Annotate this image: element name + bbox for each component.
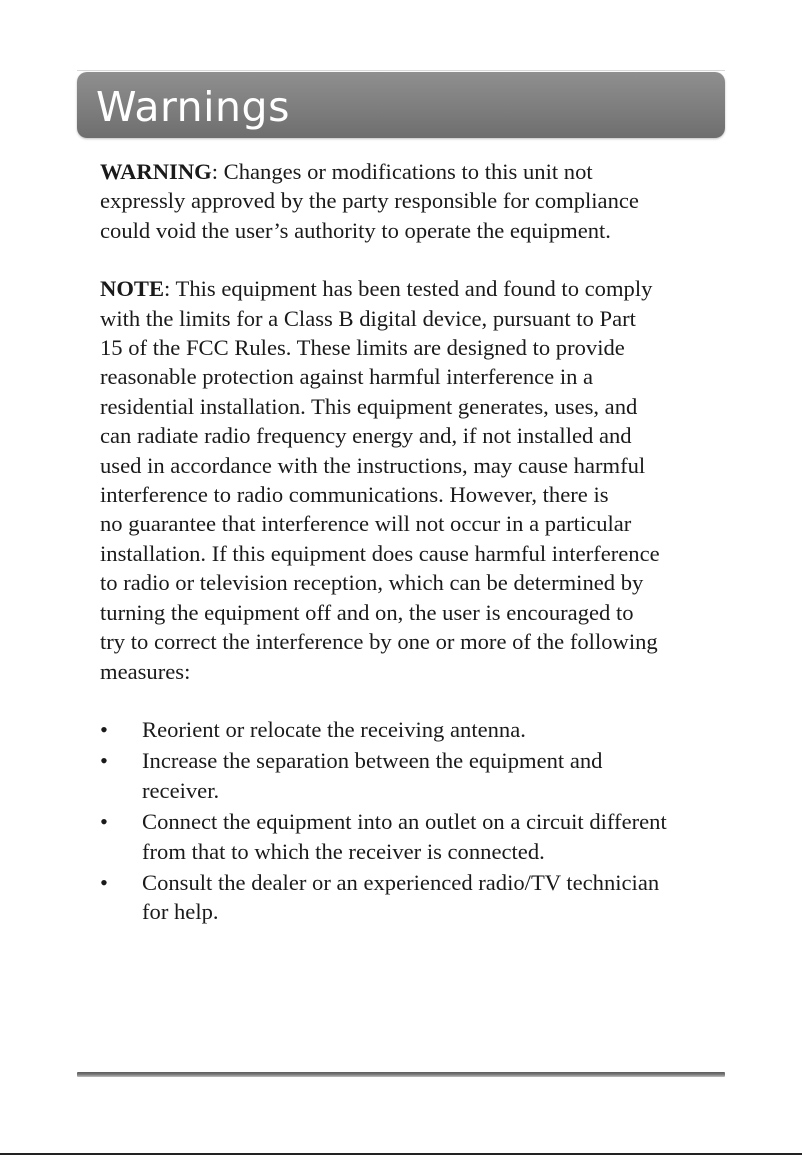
list-item-text: Connect the equipment into an outlet on a circuit different from that to which the receiver is connected. (142, 809, 667, 864)
warning-paragraph (100, 157, 740, 245)
note-label: NOTE (100, 276, 165, 302)
bottom-divider (77, 1072, 725, 1077)
warning-text: : Changes or modifications to this unit not expressly approved by the party responsible for compliance could void the user’s authority to operate the equipment. (100, 159, 639, 243)
list-item-text: Consult the dealer or an experienced radio/TV technician for help. (142, 869, 660, 925)
list-item (100, 807, 740, 866)
section-header (77, 72, 725, 138)
measures-list (100, 715, 740, 927)
list-item-text: Increase the separation between the equipment and receiver. (142, 748, 603, 803)
top-divider (77, 70, 725, 71)
note-paragraph (100, 274, 740, 686)
note-text: : This equipment has been tested and found to comply with the limits for a Class B digital device, pursuant to Part 15 of the FCC Rules. These limits are designed to provide reasonable protection against harmful interference in a residential installation. This equipment generates, uses, and can radiate radio frequency energy and, if not installed and used in accordance with the instructions, may cause harmful interference to radio communications. However, there is no guarantee that interference will not occur in a particular installation. If this equipment does cause harmful interference to radio or television reception, which can be determined by turning the equipment off and on, the user is encouraged to try to correct the interference by one or more of the following measures: (100, 276, 660, 684)
list-item-text: Reorient or relocate the receiving antenna. (142, 716, 526, 742)
bullet-icon: • (100, 869, 108, 895)
list-item (100, 868, 740, 927)
bullet-icon: • (100, 716, 108, 742)
bullet-icon: • (100, 809, 108, 835)
list-item (100, 715, 740, 744)
page-title: Warnings (96, 83, 290, 131)
warnings-content (100, 157, 740, 929)
warning-label: WARNING (100, 159, 212, 184)
list-item (100, 746, 740, 805)
bullet-icon: • (100, 748, 108, 774)
